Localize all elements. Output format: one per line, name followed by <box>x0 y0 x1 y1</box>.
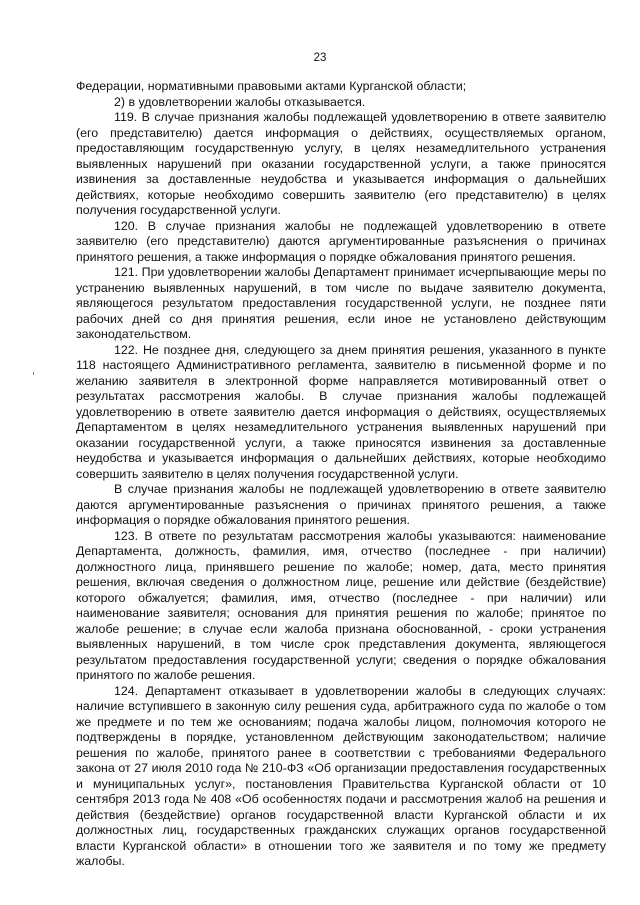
paragraph-120: 120. В случае признания жалобы не подлежащей удовлетворению в ответе заявителю (его представителю) даются аргументированные разъяснения о причинах принятого решения, а также информация о порядке обжалования принятого решения. <box>76 218 606 264</box>
paragraph-124: 124. Департамент отказывает в удовлетворении жалобы в следующих случаях: наличие вступившего в законную силу решения суда, арбитражного суда по жалобе о том же предмете и по тем же основаниям; подача жалобы лицом, полномочия которого не подтверждены в порядке, установленном действующим законодательством; наличие решения по жалобе, принятого ранее в соответствии с требованиями Федерального закона от 27 июля 2010 года № 210-ФЗ «Об организации предоставления государственных и муниципальных услуг», постановления Правительства Курганской области от 10 сентября 2013 года № 408 «Об особенностях подачи и рассмотрения жалоб на решения и действия (бездействие) органов государственной власти Курганской области и их должностных лиц, государственных гражданских служащих органов государственной власти Курганской области» в отношении того же заявителя и по тому же предмету жалобы. <box>76 683 606 868</box>
paragraph-122: 122. Не позднее дня, следующего за днем принятия решения, указанного в пункте 118 настоящего Административного регламента, заявителю в письменной форме и по желанию заявителя в электронной форме направляется мотивированный ответ о результатах рассмотрения жалобы. В случае признания жалобы подлежащей удовлетворению в ответе заявителю дается информация о действиях, осуществляемых Департаментом в целях незамедлительного устранения выявленных нарушений при оказании государственной услуги, а также приносятся извинения за доставленные неудобства и указывается информация о дальнейших действиях, которые необходимо совершить заявителю в целях получения государственной услуги. <box>76 342 606 481</box>
paragraph-item-2: 2) в удовлетворении жалобы отказывается. <box>114 94 366 109</box>
paragraph-121: 121. При удовлетворении жалобы Департамент принимает исчерпывающие меры по устранению выявленных нарушений, в том числе по выдаче заявителю документа, являющегося результатом предоставления государственной услуги, не позднее пяти рабочих дней со дня принятия решения, если иное не установлено действующим законодательством. <box>76 265 606 341</box>
paragraph-123: 123. В ответе по результатам рассмотрения жалобы указываются: наименование Департамента, должность, фамилия, имя, отчество (последнее - при наличии) должностного лица, принявшего решение по жалобе; номер, дата, место принятия решения, включая сведения о должностном лице, решение или действие (бездействие) которого обжалуется; фамилия, имя, отчество (последнее - при наличии) или наименование заявителя; основания для принятия решения по жалобе; принятое по жалобе решение; в случае если жалоба признана обоснованной, - сроки устранения выявленных нарушений, в том числе срок представления документа, являющегося результатом предоставления государственной услуги; сведения о порядке обжалования принятого по жалобе решения. <box>76 528 606 682</box>
page-number: 23 <box>313 52 327 64</box>
paragraph-continuation: Федерации, нормативными правовыми актами Курганской области; <box>76 79 467 93</box>
paragraph-119: 119. В случае признания жалобы подлежащей удовлетворению в ответе заявителю (его представителю) дается информация о действиях, осуществляемых органом, предоставляющим государственную услугу, в целях незамедлительного устранения выявленных нарушений при оказании государственной услуги, а также приносятся извинения за доставленные неудобства и указывается информация о дальнейших действиях, которые необходимо совершить заявителю (его представителю) в целях получения государственной услуги. <box>76 110 606 217</box>
scan-mark <box>33 372 34 375</box>
document-body <box>76 79 606 870</box>
paragraph-122-continued: В случае признания жалобы не подлежащей удовлетворению в ответе заявителю даются аргументированные разъяснения о причинах принятого решения, а также информация о порядке обжалования принятого решения. <box>76 482 606 527</box>
